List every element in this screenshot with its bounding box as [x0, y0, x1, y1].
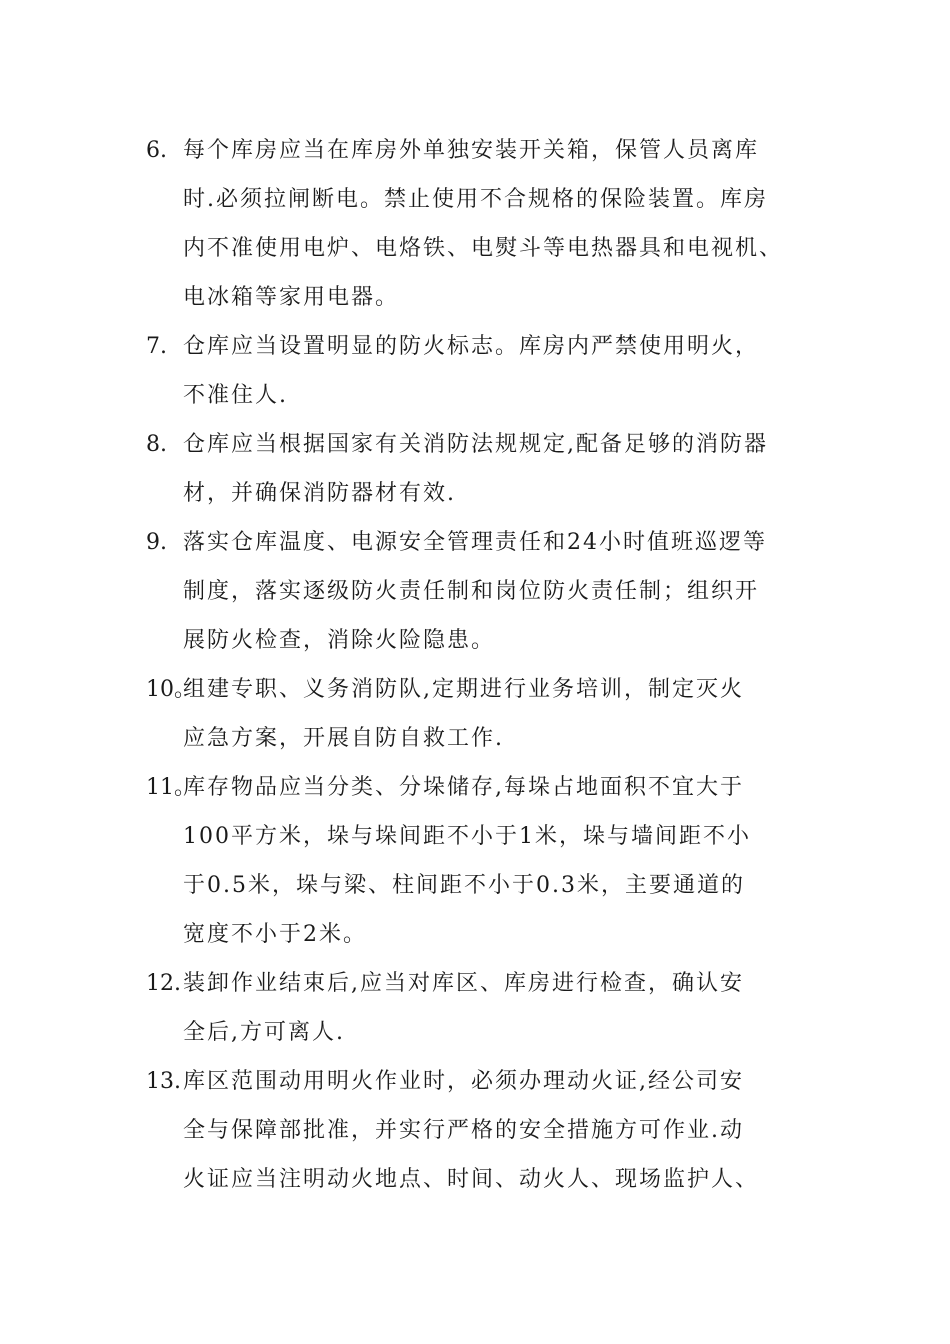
item-text-line: 100平方米，垛与垛间距不小于1米，垛与墙间距不小 [183, 824, 751, 849]
item-text-line: 内不准使用电炉、电烙铁、电熨斗等电热器具和电视机、 [183, 236, 784, 261]
list-item-8 [146, 420, 836, 518]
list-item-11 [146, 763, 836, 959]
item-text-line: 每个库房应当在库房外单独安装开关箱，保管人员离库 [183, 138, 760, 163]
item-text-line: 库存物品应当分类、分垛储存,每垛占地面积不宜大于 [183, 775, 744, 800]
item-text-line: 于0.5米，垛与梁、柱间距不小于0.3米，主要通道的 [183, 873, 745, 898]
item-text-line: 仓库应当设置明显的防火标志。库房内严禁使用明火， [183, 334, 760, 359]
list-item-7 [146, 322, 836, 420]
item-number: 13. [146, 1069, 181, 1094]
item-text-line: 组建专职、义务消防队,定期进行业务培训，制定灭火 [183, 677, 744, 702]
list-item-10 [146, 665, 836, 763]
item-text-line: 火证应当注明动火地点、时间、动火人、现场监护人、 [183, 1167, 760, 1192]
list-item-6 [146, 126, 836, 322]
item-text-line: 电冰箱等家用电器。 [183, 285, 400, 310]
item-text-line: 全后,方可离人. [183, 1020, 345, 1045]
item-number: 8. [146, 432, 167, 457]
item-text-line: 应急方案，开展自防自救工作. [183, 726, 504, 751]
item-text-line: 落实仓库温度、电源安全管理责任和24小时值班巡逻等 [183, 530, 767, 555]
item-text-line: 宽度不小于2米。 [183, 922, 367, 947]
item-text-line: 展防火检查，消除火险隐患。 [183, 628, 496, 653]
item-text-line: 装卸作业结束后,应当对库区、库房进行检查，确认安 [183, 971, 744, 996]
item-text-line: 制度，落实逐级防火责任制和岗位防火责任制；组织开 [183, 579, 760, 604]
item-number: 10。 [146, 677, 196, 702]
list-item-13 [146, 1057, 836, 1204]
list-item-9 [146, 518, 836, 665]
item-number: 6. [146, 138, 167, 163]
item-number: 7. [146, 334, 167, 359]
item-number: 11。 [146, 775, 196, 800]
item-text-line: 仓库应当根据国家有关消防法规规定,配备足够的消防器 [183, 432, 768, 457]
regulation-list [146, 126, 836, 1204]
item-text-line: 时.必须拉闸断电。禁止使用不合规格的保险装置。库房 [183, 187, 768, 212]
item-text-line: 不准住人. [183, 383, 288, 408]
item-text-line: 库区范围动用明火作业时，必须办理动火证,经公司安 [183, 1069, 744, 1094]
item-number: 9. [146, 530, 167, 555]
item-text-line: 全与保障部批准，并实行严格的安全措施方可作业.动 [183, 1118, 744, 1143]
item-text-line: 材，并确保消防器材有效. [183, 481, 456, 506]
list-item-12 [146, 959, 836, 1057]
item-number: 12. [146, 971, 181, 996]
